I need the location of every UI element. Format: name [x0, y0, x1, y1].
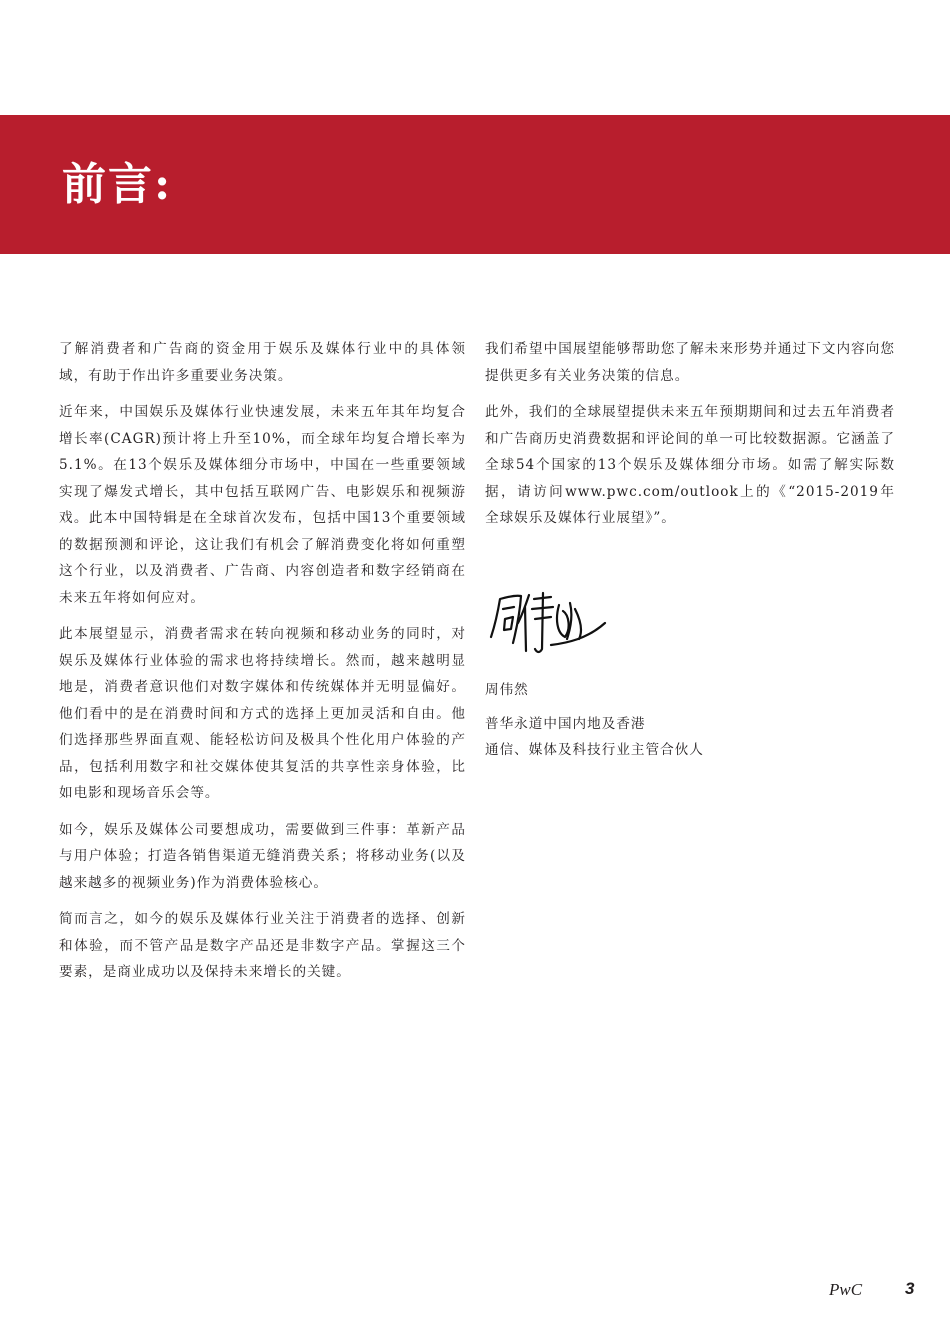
signatory-block	[485, 677, 704, 763]
signatory-name: 周伟然	[485, 682, 529, 698]
body-paragraph: 近年来，中国娱乐及媒体行业快速发展，未来五年其年均复合增长率(CAGR)预计将上升至10%，而全球年均复合增长率为5.1%。在13个娱乐及媒体细分市场中，中国在一些重要领域实现了爆发式增长，其中包括互联网广告、电影娱乐和视频游戏。此本中国特辑是在全球首次发布，包括中国13个重要领域的数据预测和评论，这让我们有机会了解消费变化将如何重塑这个行业，以及消费者、广告商、内容创造者和数字经销商在未来五年将如何应对。	[59, 404, 466, 606]
header-banner	[0, 115, 950, 254]
body-paragraph: 我们希望中国展望能够帮助您了解未来形势并通过下文内容向您提供更多有关业务决策的信息。	[485, 341, 895, 384]
footer-brand: PwC	[829, 1280, 863, 1299]
left-column	[59, 336, 466, 996]
body-paragraph: 此本展望显示，消费者需求在转向视频和移动业务的同时，对娱乐及媒体行业体验的需求也将持续增长。然而，越来越明显地是，消费者意识他们对数字媒体和传统媒体并无明显偏好。他们看中的是在消费时间和方式的选择上更加灵活和自由。他们选择那些界面直观、能轻松访问及极具个性化用户体验的产品，包括利用数字和社交媒体使其复活的共享性亲身体验，比如电影和现场音乐会等。	[59, 626, 466, 801]
page-title: 前言:	[62, 159, 173, 210]
handwritten-signature	[487, 585, 612, 665]
body-paragraph: 此外，我们的全球展望提供未来五年预期期间和过去五年消费者和广告商历史消费数据和评论间的单一可比较数据源。它涵盖了全球54个国家的13个娱乐及媒体细分市场。如需了解实际数据，请访问www.pwc.com/outlook上的《“2015-2019年全球娱乐及媒体行业展望》”。	[485, 404, 895, 526]
body-paragraph: 简而言之，如今的娱乐及媒体行业关注于消费者的选择、创新和体验，而不管产品是数字产品还是非数字产品。掌握这三个要素，是商业成功以及保持未来增长的关键。	[59, 911, 466, 980]
signatory-title: 普华永道中国内地及香港	[485, 716, 646, 732]
right-column	[485, 336, 895, 542]
signatory-role: 通信、媒体及科技行业主管合伙人	[485, 742, 704, 758]
body-paragraph: 了解消费者和广告商的资金用于娱乐及媒体行业中的具体领域，有助于作出许多重要业务决策。	[59, 341, 466, 384]
body-paragraph: 如今，娱乐及媒体公司要想成功，需要做到三件事：革新产品与用户体验；打造各销售渠道无缝消费关系；将移动业务(以及越来越多的视频业务)作为消费体验核心。	[59, 821, 466, 891]
page-number: 3	[905, 1279, 915, 1298]
